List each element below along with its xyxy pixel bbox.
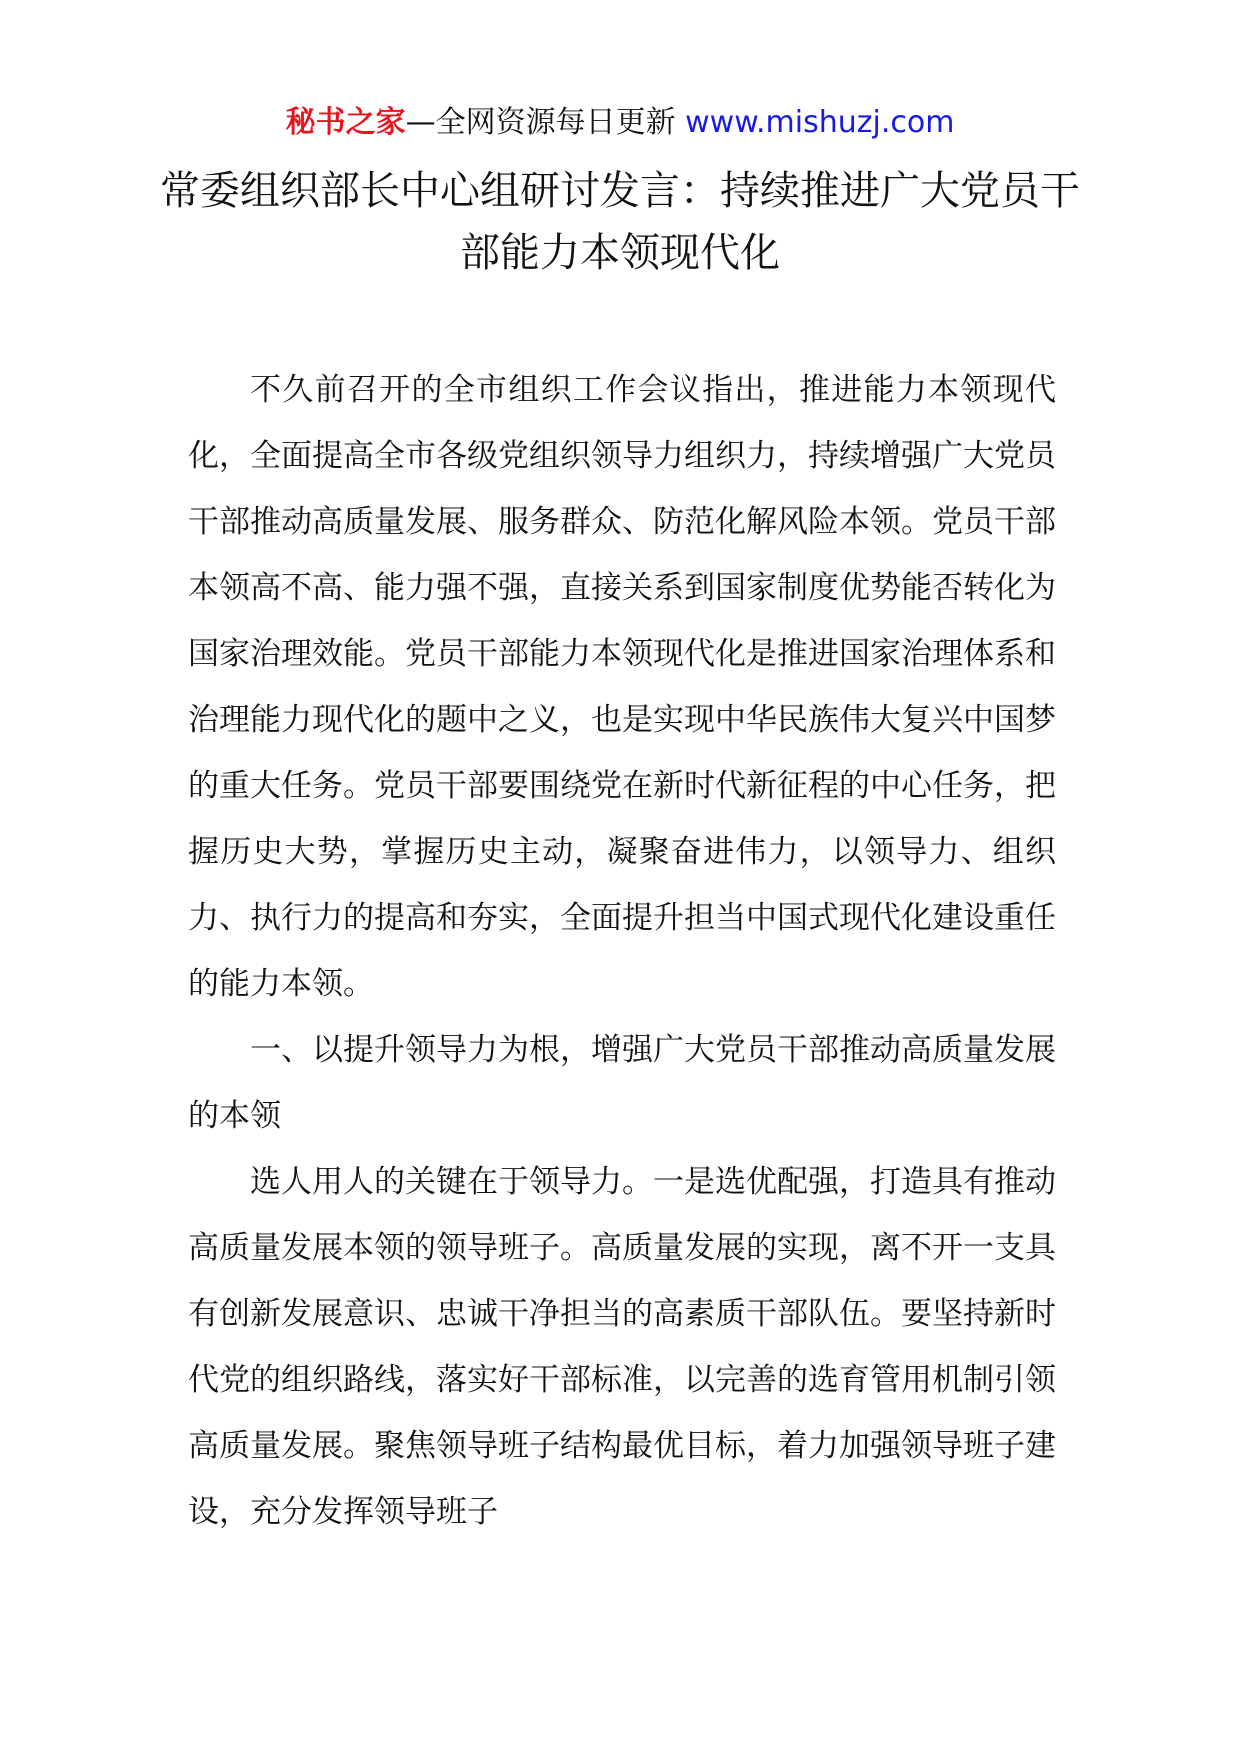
document-title: 常委组织部长中心组研讨发言：持续推进广大党员干部能力本领现代化 xyxy=(160,168,1080,276)
intro-paragraph: 不久前召开的全市组织工作会议指出，推进能力本领现代化，全面提高全市各级党组织领导力组织力，持续增强广大党员干部推动高质量发展、服务群众、防范化解风险本领。党员干部本领高不高、能力强不强，直接关系到国家制度优势能否转化为国家治理效能。党员干部能力本领现代化是推进国家治理体系和治理能力现代化的题中之义，也是实现中华民族伟大复兴中国梦的重大任务。党员干部要围绕党在新时代新征程的中心任务，把握历史大势，掌握历史主动，凝聚奋进伟力，以领导力、组织力、执行力的提高和夯实，全面提升担当中国式现代化建设重任的能力本领。 xyxy=(188,372,1056,1002)
site-header xyxy=(0,98,1240,148)
site-tagline: —全网资源每日更新 xyxy=(405,105,686,140)
site-url-link[interactable]: www.mishuzj.com xyxy=(685,105,955,140)
document-body xyxy=(188,357,1056,1545)
section-paragraph: 选人用人的关键在于领导力。一是选优配强，打造具有推动高质量发展本领的领导班子。高质量发展的实现，离不开一支具有创新发展意识、忠诚干净担当的高素质干部队伍。要坚持新时代党的组织路线，落实好干部标准，以完善的选育管用机制引领高质量发展。聚焦领导班子结构最优目标，着力加强领导班子建设，充分发挥领导班子 xyxy=(188,1164,1056,1530)
section-heading: 一、以提升领导力为根，增强广大党员干部推动高质量发展的本领 xyxy=(188,1032,1056,1134)
site-name: 秘书之家 xyxy=(285,105,406,140)
